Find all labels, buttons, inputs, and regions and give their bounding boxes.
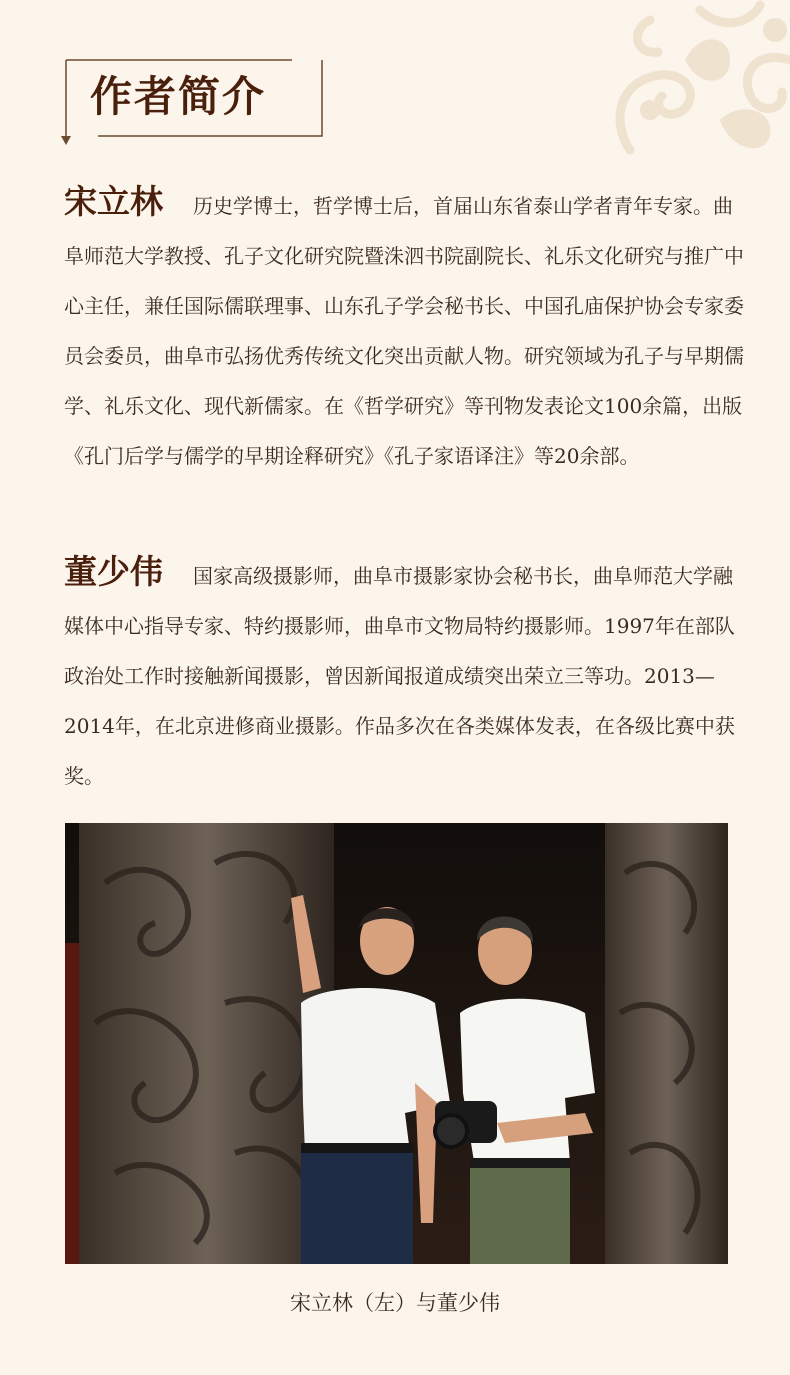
author-name: 宋立林: [64, 182, 163, 221]
photographer-name: 董少伟: [64, 552, 163, 591]
carved-dragon-pillar-right: [605, 823, 728, 1264]
authors-photo: [65, 823, 728, 1264]
photographer-bio-text: 国家高级摄影师，曲阜市摄影家协会秘书长，曲阜师范大学融媒体中心指导专家、特约摄影师，曲阜市文物局特约摄影师。1997年在部队政治处工作时接触新闻摄影，曾因新闻报道成绩突出荣立三等功。2013—2014年，在北京进修商业摄影。作品多次在各类媒体发表，在各级比赛中获奖。: [64, 564, 735, 788]
section-header: [60, 56, 324, 148]
floral-ornament-icon: [590, 0, 790, 165]
section-title: 作者简介: [90, 72, 267, 121]
photo-caption: 宋立林（左）与董少伟: [290, 1291, 500, 1315]
author-bio: [64, 177, 750, 481]
author-bio-text: 历史学博士，哲学博士后，首届山东省泰山学者青年专家。曲阜师范大学教授、孔子文化研究院暨洙泗书院副院长、礼乐文化研究与推广中心主任，兼任国际儒联理事、山东孔子学会秘书长、中国孔庙保护协会专家委员会委员，曲阜市弘扬优秀传统文化突出贡献人物。研究领域为孔子与早期儒学、礼乐文化、现代新儒家。在《哲学研究》等刊物发表论文100余篇，出版《孔门后学与儒学的早期诠释研究》《孔子家语译注》等20余部。: [64, 194, 744, 468]
photographer-bio: [64, 547, 750, 801]
